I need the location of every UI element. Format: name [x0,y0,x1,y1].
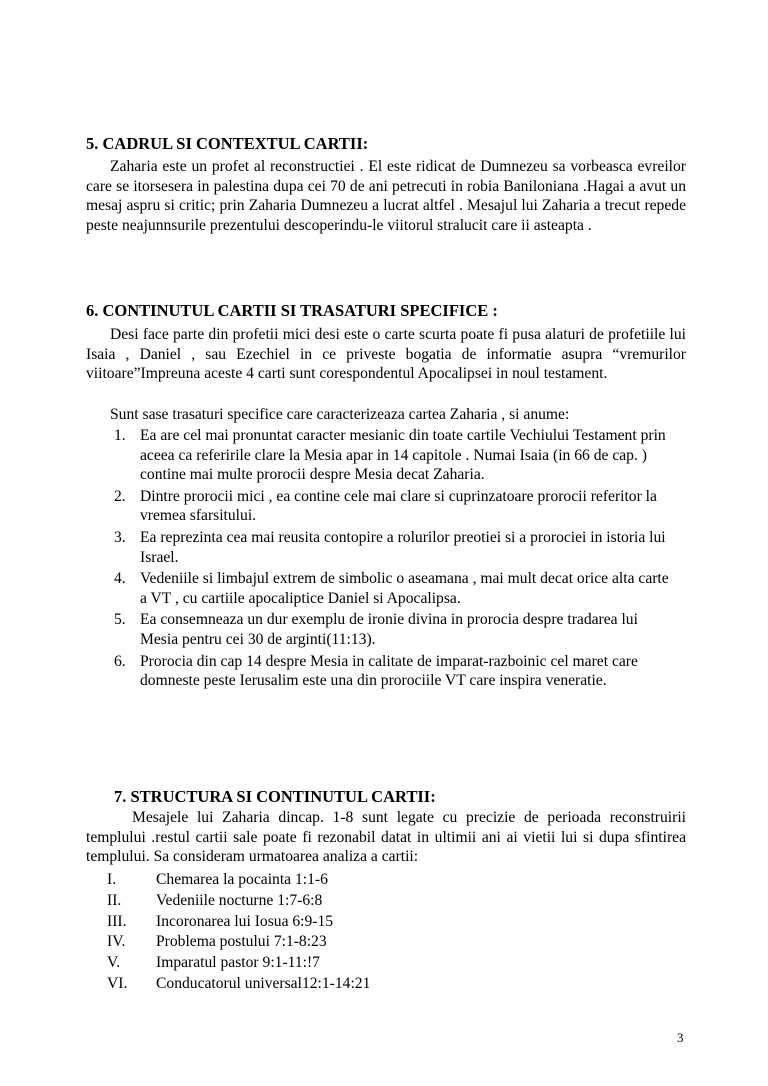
section-number: 5. [86,134,99,153]
list-marker: 1. [114,427,126,444]
list-item-text: Imparatul pastor 9:1-11:!7 [156,954,320,972]
list-marker: 3. [114,528,126,546]
list-item-text: Vedeniile si limbajul extrem de simbolic o aseamana , mai mult decat orice alta carte a VT , cu cartiile apocaliptice Daniel si Apocalipsa. [140,570,669,607]
list-marker: 2. [114,487,126,505]
list-item-text: Dintre prorocii mici , ea contine cele mai clare si cuprinzatoare prorocii referitor la vremea sfarsitului. [140,487,657,525]
list-marker: V. [107,954,121,972]
list-marker: 6. [114,652,126,670]
list-item [114,610,672,649]
list-marker: I. [107,871,117,888]
list-marker: III. [107,912,127,930]
list-item-text: Vedeniile nocturne 1:7-6:8 [156,891,323,909]
list-item-text: Problema postului 7:1-8:23 [156,933,327,951]
section-title: CONTINUTUL CARTII SI TRASATURI SPECIFICE : [102,301,498,320]
section-6-heading [86,301,498,321]
list-item [114,528,672,567]
list-item-text: Ea reprezinta cea mai reusita contopire a rolurilor preotiei si a prorociei in istoria lui Israel. [140,528,666,566]
page-number: 3 [677,1030,684,1045]
section-title: STRUCTURA SI CONTINUTUL CARTII: [130,787,436,806]
list-item [114,426,672,485]
list-item [114,487,672,526]
list-item-text: Prorocia din cap 14 despre Mesia in calitate de imparat-razboinic cel maret care domneste peste Ierusalim este una din prorociile VT care inspira veneratie. [140,652,638,690]
section-5-heading [86,134,368,154]
specific-traits-list [114,426,672,691]
list-item-text: Chemarea la pocainta 1:1-6 [156,871,328,888]
list-item-text: Ea consemneaza un dur exemplu de ironie divina in prorocia despre tradarea lui Mesia pentru cei 30 de arginti(11:13). [140,611,638,648]
section-7-paragraph: Mesajele lui Zaharia dincap. 1-8 sunt legate cu precizie de perioada reconstruirii templului .restul cartii sale poate fi rezonabil datat in ultimii ani ai vietii lui si dupa sfintirea templului. Sa consideram urmatoarea analiza a cartii: [86,809,686,866]
list-marker: VI. [107,974,128,992]
list-marker: 5. [114,611,126,629]
list-item-text: Incoronarea lui Iosua 6:9-15 [156,912,334,930]
section-7-heading [114,787,436,807]
list-item-text: Conducatorul universal12:1-14:21 [156,974,371,992]
list-item [114,652,672,691]
section-title: CADRUL SI CONTEXTUL CARTII: [102,134,369,153]
list-marker: 4. [114,570,126,588]
list-item [114,569,672,608]
section-5-paragraph: Zaharia este un profet al reconstructiei . El este ridicat de Dumnezeu sa vorbeasca evreilor care se itorsesera in palestina dupa cei 70 de ani petrecuti in robia Baniloniana .Hagai a avut un mesaj aspru si critic; prin Zaharia Dumnezeu a lucrat altfel . Mesajul lui Zaharia a trecut repede peste neajunnsurile prezentului descoperindu-le viitorul stralucit care ii asteapta . [86,158,686,234]
section-6-paragraph: Desi face parte din profetii mici desi este o carte scurta poate fi pusa alaturi de profetiile lui Isaia , Daniel , sau Ezechiel in ce priveste bogatia de informatie asupra “vremurilor viitoare”Impreuna aceste 4 carti sunt corespondentul Apocalipsei in noul testament. [86,326,686,383]
section-number: 7. [114,787,127,806]
section-6-intro: Sunt sase trasaturi specifice care caracterizeaza cartea Zaharia , si anume: [110,406,570,423]
list-item-text: Ea are cel mai pronuntat caracter mesianic din toate cartile Vechiului Testament prin aceea ca referirile clare la Mesia apar in 14 capitole . Numai Isaia (in 66 de cap. ) contine mai multe prorocii despre Mesia decat Zaharia. [140,427,666,484]
list-marker: II. [107,891,122,909]
section-number: 6. [86,301,99,320]
list-marker: IV. [107,933,126,951]
